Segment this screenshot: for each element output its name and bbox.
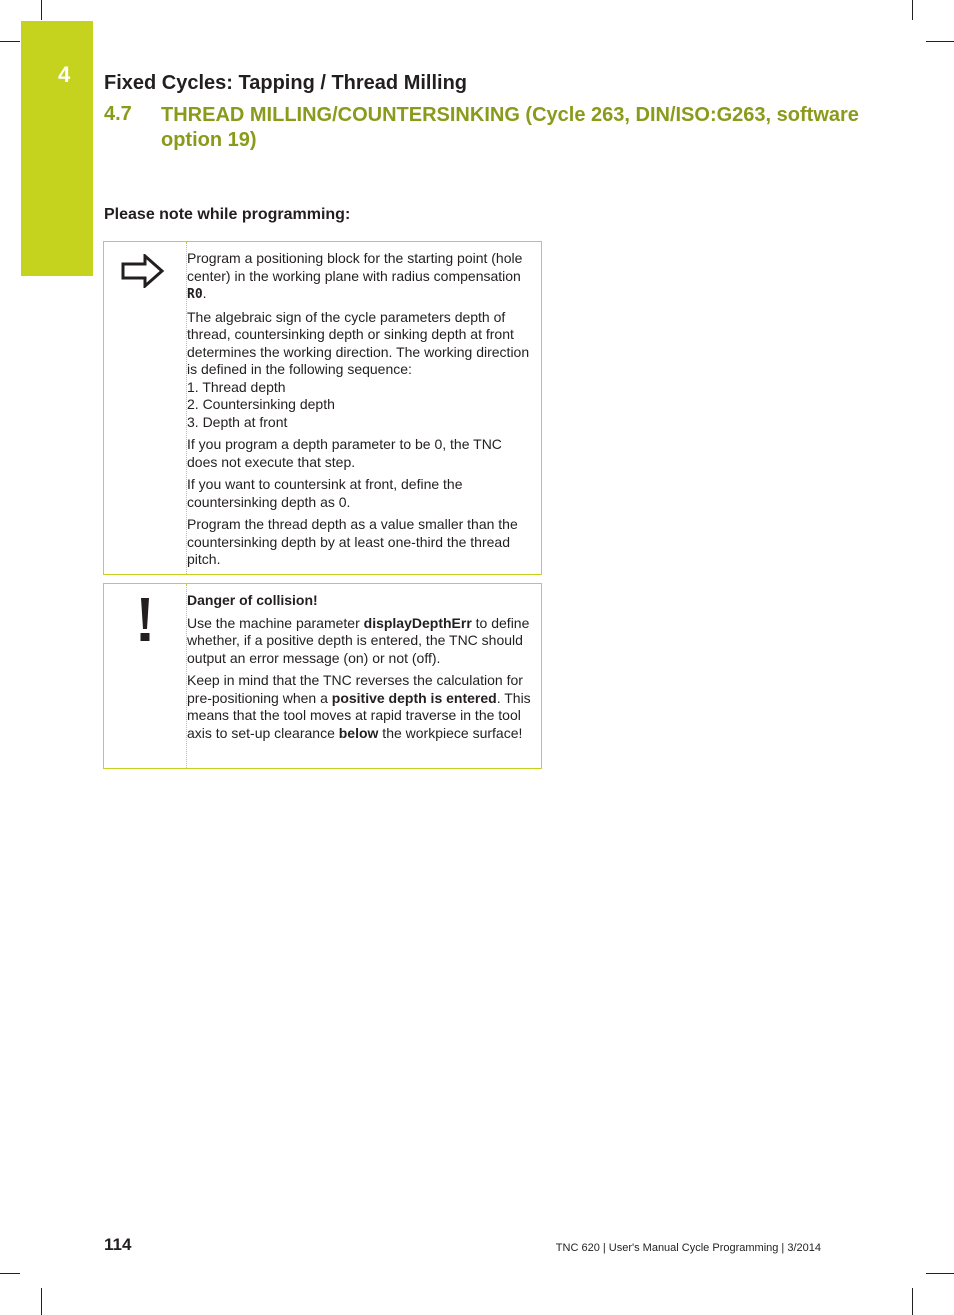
crop-mark xyxy=(926,41,954,42)
note-heading: Please note while programming: xyxy=(104,206,351,223)
crop-mark xyxy=(0,41,20,42)
exclamation-icon xyxy=(137,597,153,648)
page-number: 114 xyxy=(104,1235,132,1254)
arrow-right-icon xyxy=(121,254,165,293)
crop-mark xyxy=(912,0,913,20)
crop-mark xyxy=(41,1288,42,1315)
chapter-number: 4 xyxy=(58,62,71,87)
note-content xyxy=(187,250,535,574)
note-box-info xyxy=(103,241,542,575)
note-paragraph: Program the thread depth as a value smaller than the countersinking depth by at least one-third the thread pitch. xyxy=(187,516,518,567)
note-warning-heading: Danger of collision! xyxy=(187,592,318,608)
section-title-line: software option 19) xyxy=(161,104,859,151)
note-paragraph: Program a positioning block for the starting point (hole center) in the working plane with radius compensation R0. xyxy=(187,250,523,302)
list-item: 1. Thread depth xyxy=(187,378,286,395)
note-paragraph: Keep in mind that the TNC reverses the calculation for pre-positioning when a positive depth is entered. This means that the tool moves at rapid traverse in the tool axis to set-up clearance below the workpiece surface! xyxy=(187,672,531,741)
list-item: 3. Depth at front xyxy=(187,413,288,430)
note-content xyxy=(187,592,535,747)
footer-text: TNC 620 | User's Manual Cycle Programming | 3/2014 xyxy=(555,1242,821,1254)
crop-mark xyxy=(0,1273,20,1274)
note-box-warning xyxy=(103,583,542,769)
note-paragraph: The algebraic sign of the cycle parameters depth of thread, countersinking depth or sinking depth at front determines the working direction. The working direction is defined in the following sequence: 1. Thread depth 2. Countersinking depth 3. Depth at front xyxy=(187,309,535,432)
chapter-tab xyxy=(21,21,93,276)
note-paragraph: If you want to countersink at front, define the countersinking depth as 0. xyxy=(187,476,463,510)
crop-mark xyxy=(926,1273,954,1274)
section-title-line: THREAD MILLING/COUNTERSINKING (Cycle 263, DIN/ISO:G263, xyxy=(161,104,772,126)
note-paragraph: If you program a depth parameter to be 0, the TNC does not execute that step. xyxy=(187,436,502,470)
crop-mark xyxy=(41,0,42,20)
note-paragraph: Use the machine parameter displayDepthErr to define whether, if a positive depth is entered, the TNC should output an error message (on) or not (off). xyxy=(187,614,530,666)
section-number: 4.7 xyxy=(104,103,132,125)
crop-mark xyxy=(912,1288,913,1315)
code-r0: R0 xyxy=(187,287,203,302)
chapter-title: Fixed Cycles: Tapping / Thread Milling xyxy=(104,72,468,94)
parameter-name: displayDepthErr xyxy=(363,614,472,631)
section-title xyxy=(161,103,861,153)
list-item: 2. Countersinking depth xyxy=(187,396,335,412)
